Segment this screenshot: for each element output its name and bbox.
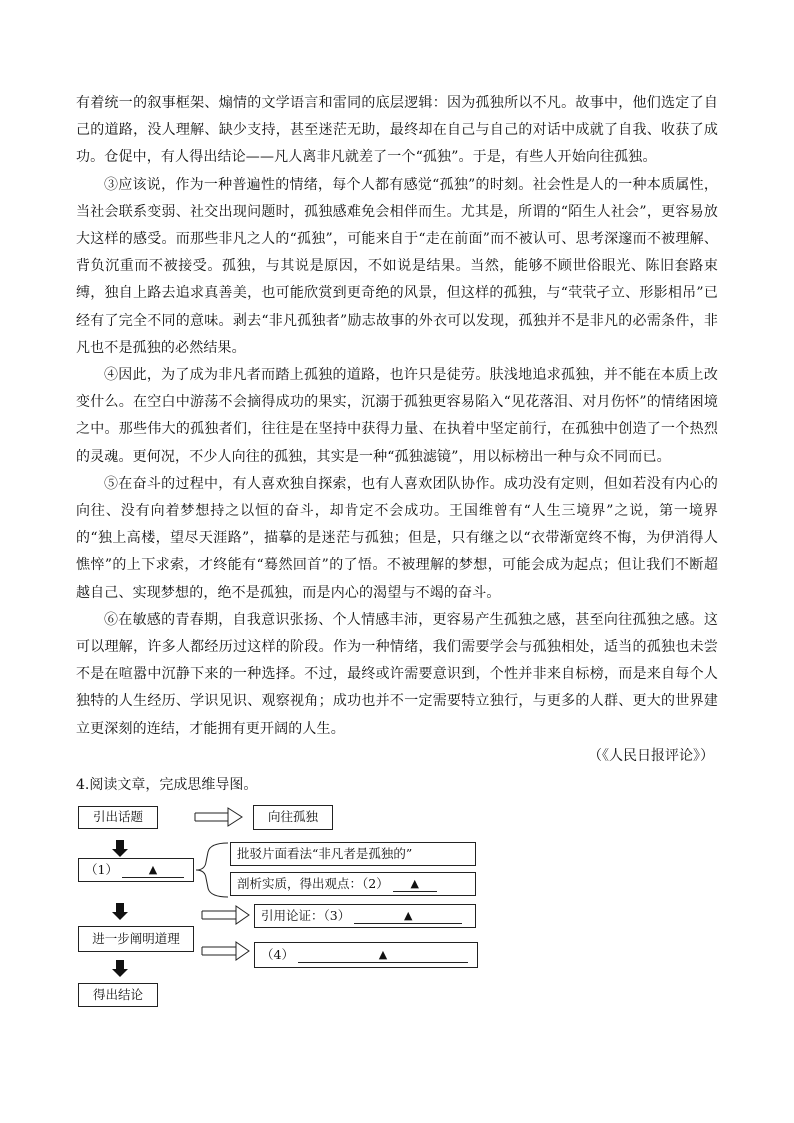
mindmap-box-intro (78, 806, 158, 829)
mindmap-box-4 (254, 942, 478, 968)
arrow-down-icon (112, 903, 128, 920)
box-analyze-label: 剖析实质，得出观点：（2） (237, 875, 389, 891)
box-4-label: （4） (261, 946, 294, 962)
source-citation: （《人民日报评论》） (588, 747, 714, 764)
paragraph-5: ⑤在奋斗的过程中，有人喜欢独自探索，也有人喜欢团队协作。成功没有定则，但如若没有内心的向往、没有向着梦想持之以恒的奋斗，却肯定不会成功。王国维曾有“人生三境界”之说，第一境界的“独上高楼，望尽天涯路”，描摹的是迷茫与孤独；但是，只有继之以“衣带渐宽终不悔，为伊消得人憔悴”的上下求索，才终能有“蓦然回首”的了悟。不被理解的梦想，可能会成为起点；但让我们不断超越自己、实现梦想的，绝不是孤独，而是内心的渴望与不竭的奋斗。 (76, 475, 718, 601)
answer-blank-1[interactable] (122, 863, 184, 878)
arrow-down-icon (112, 960, 128, 977)
mindmap-box-refute (230, 842, 476, 866)
question-4: 4.阅读文章，完成思维导图。 (76, 777, 258, 793)
box-1-label: （1） (85, 861, 118, 877)
mindmap-box-cite (254, 904, 476, 928)
arrow-right-icon (202, 906, 249, 924)
arrow-right-icon (202, 942, 249, 960)
paragraph-4: ④因此，为了成为非凡者而踏上孤独的道路，也许只是徒劳。肤浅地追求孤独，并不能在本质上改变什么。在空白中游荡不会摘得成功的果实，沉溺于孤独更容易陷入“见花落泪、对月伤怀”的情绪困境之中。那些伟大的孤独者们，往往是在坚持中获得力量、在执着中坚定前行，在孤独中创造了一个热烈的灵魂。更何况，不少人向往的孤独，其实是一种“孤独滤镜”，用以标榜出一种与众不同而已。 (76, 367, 718, 465)
mindmap-box-analyze (230, 872, 476, 896)
arrow-down-icon (112, 840, 128, 857)
box-intro-label: 引出话题 (92, 809, 143, 825)
mindmap-box-conclude (78, 983, 158, 1007)
brace-icon (196, 843, 228, 897)
box-conclude-label: 得出结论 (92, 986, 143, 1002)
paragraph-6: ⑥在敏感的青春期，自我意识张扬、个人情感丰沛，更容易产生孤独之感，甚至向往孤独之感。这可以理解，许多人都经历过这样的阶段。作为一种情绪，我们需要学会与孤独相处，适当的孤独也未尝不是在喧嚣中沉静下来的一种选择。不过，最终或许需要意识到，个性并非来自标榜，而是来自每个人独特的人生经历、学识见识、观察视角；成功也并不一定需要特立独行，与更多的人群、更大的世界建立更深刻的连结，才能拥有更开阔的人生。 (76, 611, 718, 737)
paragraph-3: ③应该说，作为一种普遍性的情绪，每个人都有感觉“孤独”的时刻。社会性是人的一种本质属性，当社会联系变弱、社交出现问题时，孤独感难免会相伴而生。尤其是，所谓的“陌生人社会”，更容易放大这样的感受。而那些非凡之人的“孤独”，可能来自于“走在前面”而不被认可、思考深邃而不被理解、背负沉重而不被接受。孤独，与其说是原因，不如说是结果。当然，能够不顾世俗眼光、陈旧套路束缚，独自上路去追求真善美，也可能欣赏到更奇绝的风景，但这样的孤独，与“茕茕孑立、形影相吊”已经有了完全不同的意味。剥去“非凡孤独者”励志故事的外衣可以发现，孤独并不是非凡的必需条件，非凡也不是孤独的必然结果。 (76, 176, 718, 356)
blank-triangle-icon: ▲ (148, 862, 158, 876)
arrow-right-icon (195, 808, 242, 826)
blank-triangle-icon: ▲ (410, 876, 419, 890)
answer-blank-4[interactable] (298, 948, 468, 963)
mindmap-box-longing (253, 805, 333, 830)
answer-blank-3[interactable] (354, 909, 462, 924)
blank-triangle-icon: ▲ (378, 947, 388, 961)
mindmap-box-1 (78, 858, 194, 882)
article-body (76, 90, 718, 770)
box-longing-label: 向往孤独 (267, 809, 318, 825)
mindmap-box-further (78, 926, 194, 952)
blank-triangle-icon: ▲ (403, 908, 413, 922)
box-further-label: 进一步阐明道理 (92, 930, 180, 946)
box-refute-label: 批驳片面看法“非凡者是孤独的” (237, 845, 413, 861)
box-cite-label: 引用论证：（3） (261, 907, 351, 923)
answer-blank-2[interactable] (393, 877, 437, 892)
paragraph-intro: 有着统一的叙事框架、煽情的文学语言和雷同的底层逻辑：因为孤独所以不凡。故事中，他们选定了自己的道路，没人理解、缺少支持，甚至迷茫无助，最终却在自己与自己的对话中成就了自我、收获了成功。仓促中，有人得出结论——凡人离非凡就差了一个“孤独”。于是，有些人开始向往孤独。 (76, 95, 718, 166)
